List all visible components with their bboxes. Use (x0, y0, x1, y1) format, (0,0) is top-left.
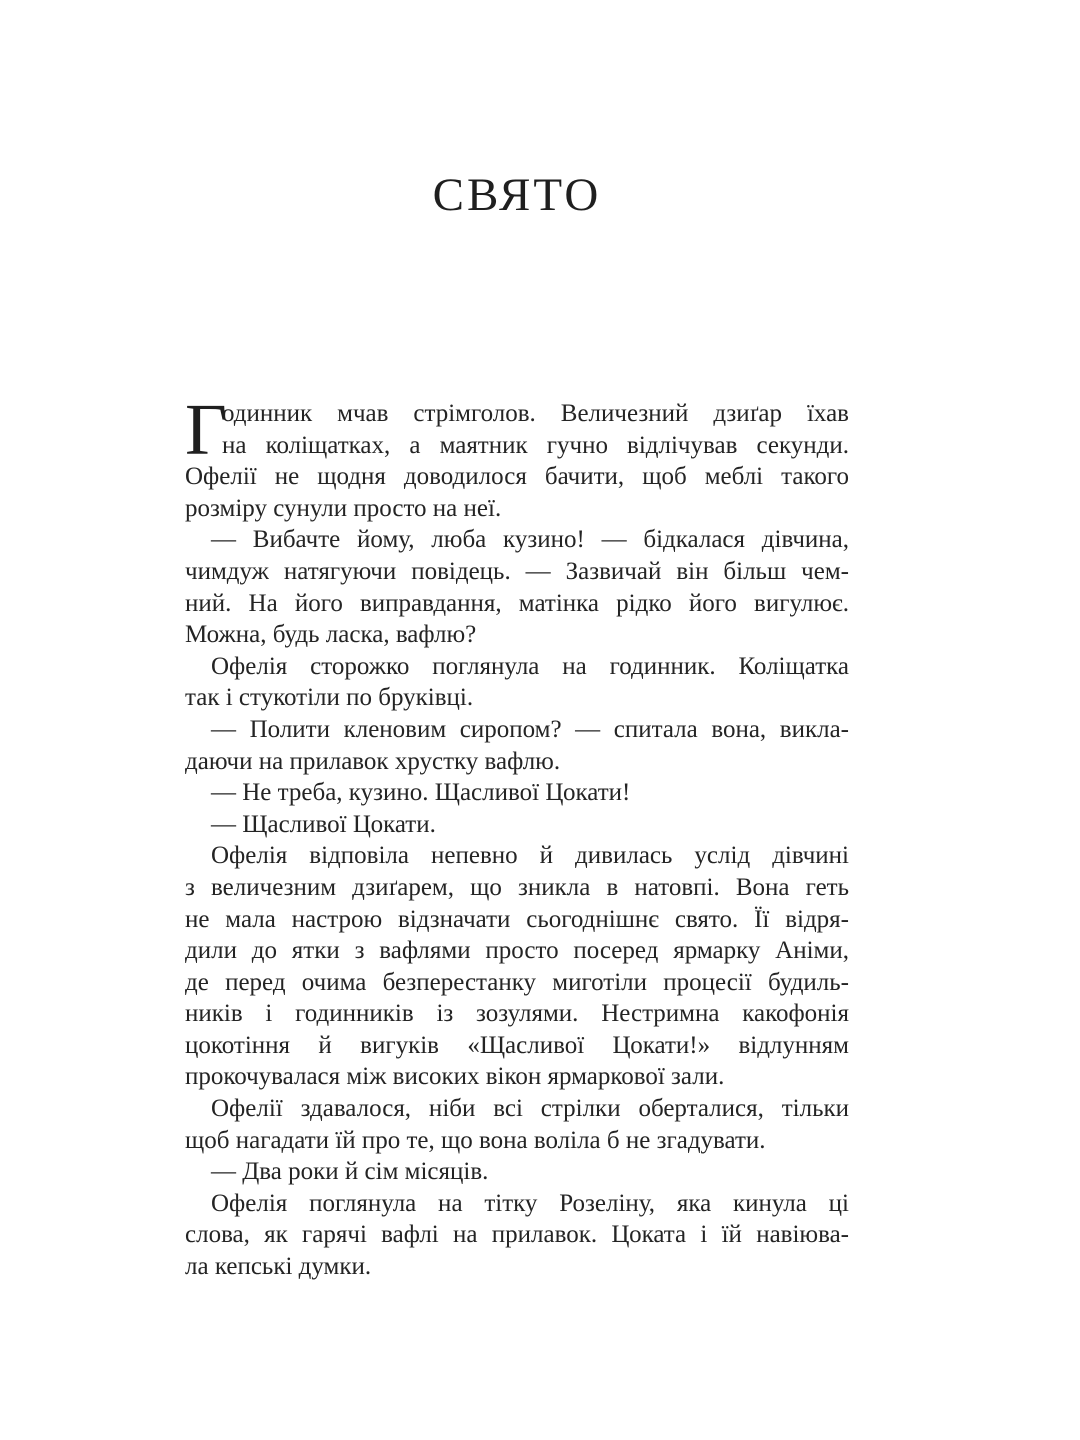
paragraph (185, 809, 849, 841)
text-block (185, 389, 849, 1283)
paragraph (185, 1156, 849, 1188)
text-line: одинник мчав стрімголов. Величезний дзиґар їхав (222, 400, 849, 427)
text-line: прокочувалася між високих вікон ярмаркової зали. (185, 1063, 725, 1091)
text-line: дили до ятки з вафлями просто посеред ярмарку Аніми, (185, 937, 849, 965)
paragraph (185, 524, 849, 650)
text-line: Офелія сторожко поглянула на годинник. Коліщатка (211, 652, 849, 680)
paragraph (185, 777, 849, 809)
text-line: де перед очима безперестанку миготіли процесії будиль- (185, 968, 849, 996)
text-line: — Щасливої Цокати. (211, 810, 436, 838)
paragraph (185, 1188, 849, 1283)
text-line: — Не треба, кузино. Щасливої Цокати! (211, 779, 631, 807)
paragraph (185, 714, 849, 777)
text-line: Офелії здавалося, ніби всі стрілки оберталися, тільки (211, 1095, 849, 1123)
text-line: ників і годинників із зозулями. Нестримна какофонія (185, 1000, 849, 1028)
text-line: так і стукотіли по бруківці. (185, 684, 474, 712)
text-line: — Вибачте йому, люба кузино! — бідкалася дівчина, (211, 526, 849, 554)
text-line: цокотіння й вигуків «Щасливої Цокати!» відлунням (185, 1031, 849, 1059)
text-line: — Два роки й сім місяців. (211, 1158, 489, 1186)
text-line: розміру сунули просто на неї. (185, 494, 502, 522)
text-line: з величезним дзиґарем, що зникла в натовпі. Вона геть (185, 873, 849, 901)
drop-cap: Г (185, 389, 228, 470)
text-line: Офелії не щодня доводилося бачити, щоб меблі такого (185, 463, 849, 491)
text-line: ний. На його виправдання, матінка рідко його вигулює. (185, 589, 849, 617)
text-line: Можна, будь ласка, вафлю? (185, 621, 477, 649)
paragraph (185, 389, 849, 524)
text-line: слова, як гарячі вафлі на прилавок. Цоката і їй навіюва- (185, 1221, 849, 1249)
chapter-title: СВЯТО (432, 169, 602, 221)
text-line: чимдуж натягуючи повідець. — Зазвичай він більш чем- (185, 557, 849, 585)
text-line: Офелія поглянула на тітку Розеліну, яка кинула ці (211, 1189, 849, 1217)
text-line: щоб нагадати їй про те, що вона воліла б не згадувати. (185, 1126, 766, 1154)
text-line: ла кепські думки. (185, 1253, 372, 1281)
paragraph (185, 651, 849, 714)
text-line: даючи на прилавок хрустку вафлю. (185, 747, 561, 775)
text-line: на коліщатках, а маятник гучно відлічував секунди. (222, 431, 849, 459)
text-line: Офелія відповіла непевно й дивилась услід дівчині (211, 842, 849, 870)
text-line: не мала настрою відзначати сьогоднішнє свято. Її відря- (185, 905, 849, 933)
paragraph (185, 1093, 849, 1156)
text-line: — Полити кленовим сиропом? — спитала вона, викла- (211, 715, 849, 743)
paragraph (185, 840, 849, 1093)
